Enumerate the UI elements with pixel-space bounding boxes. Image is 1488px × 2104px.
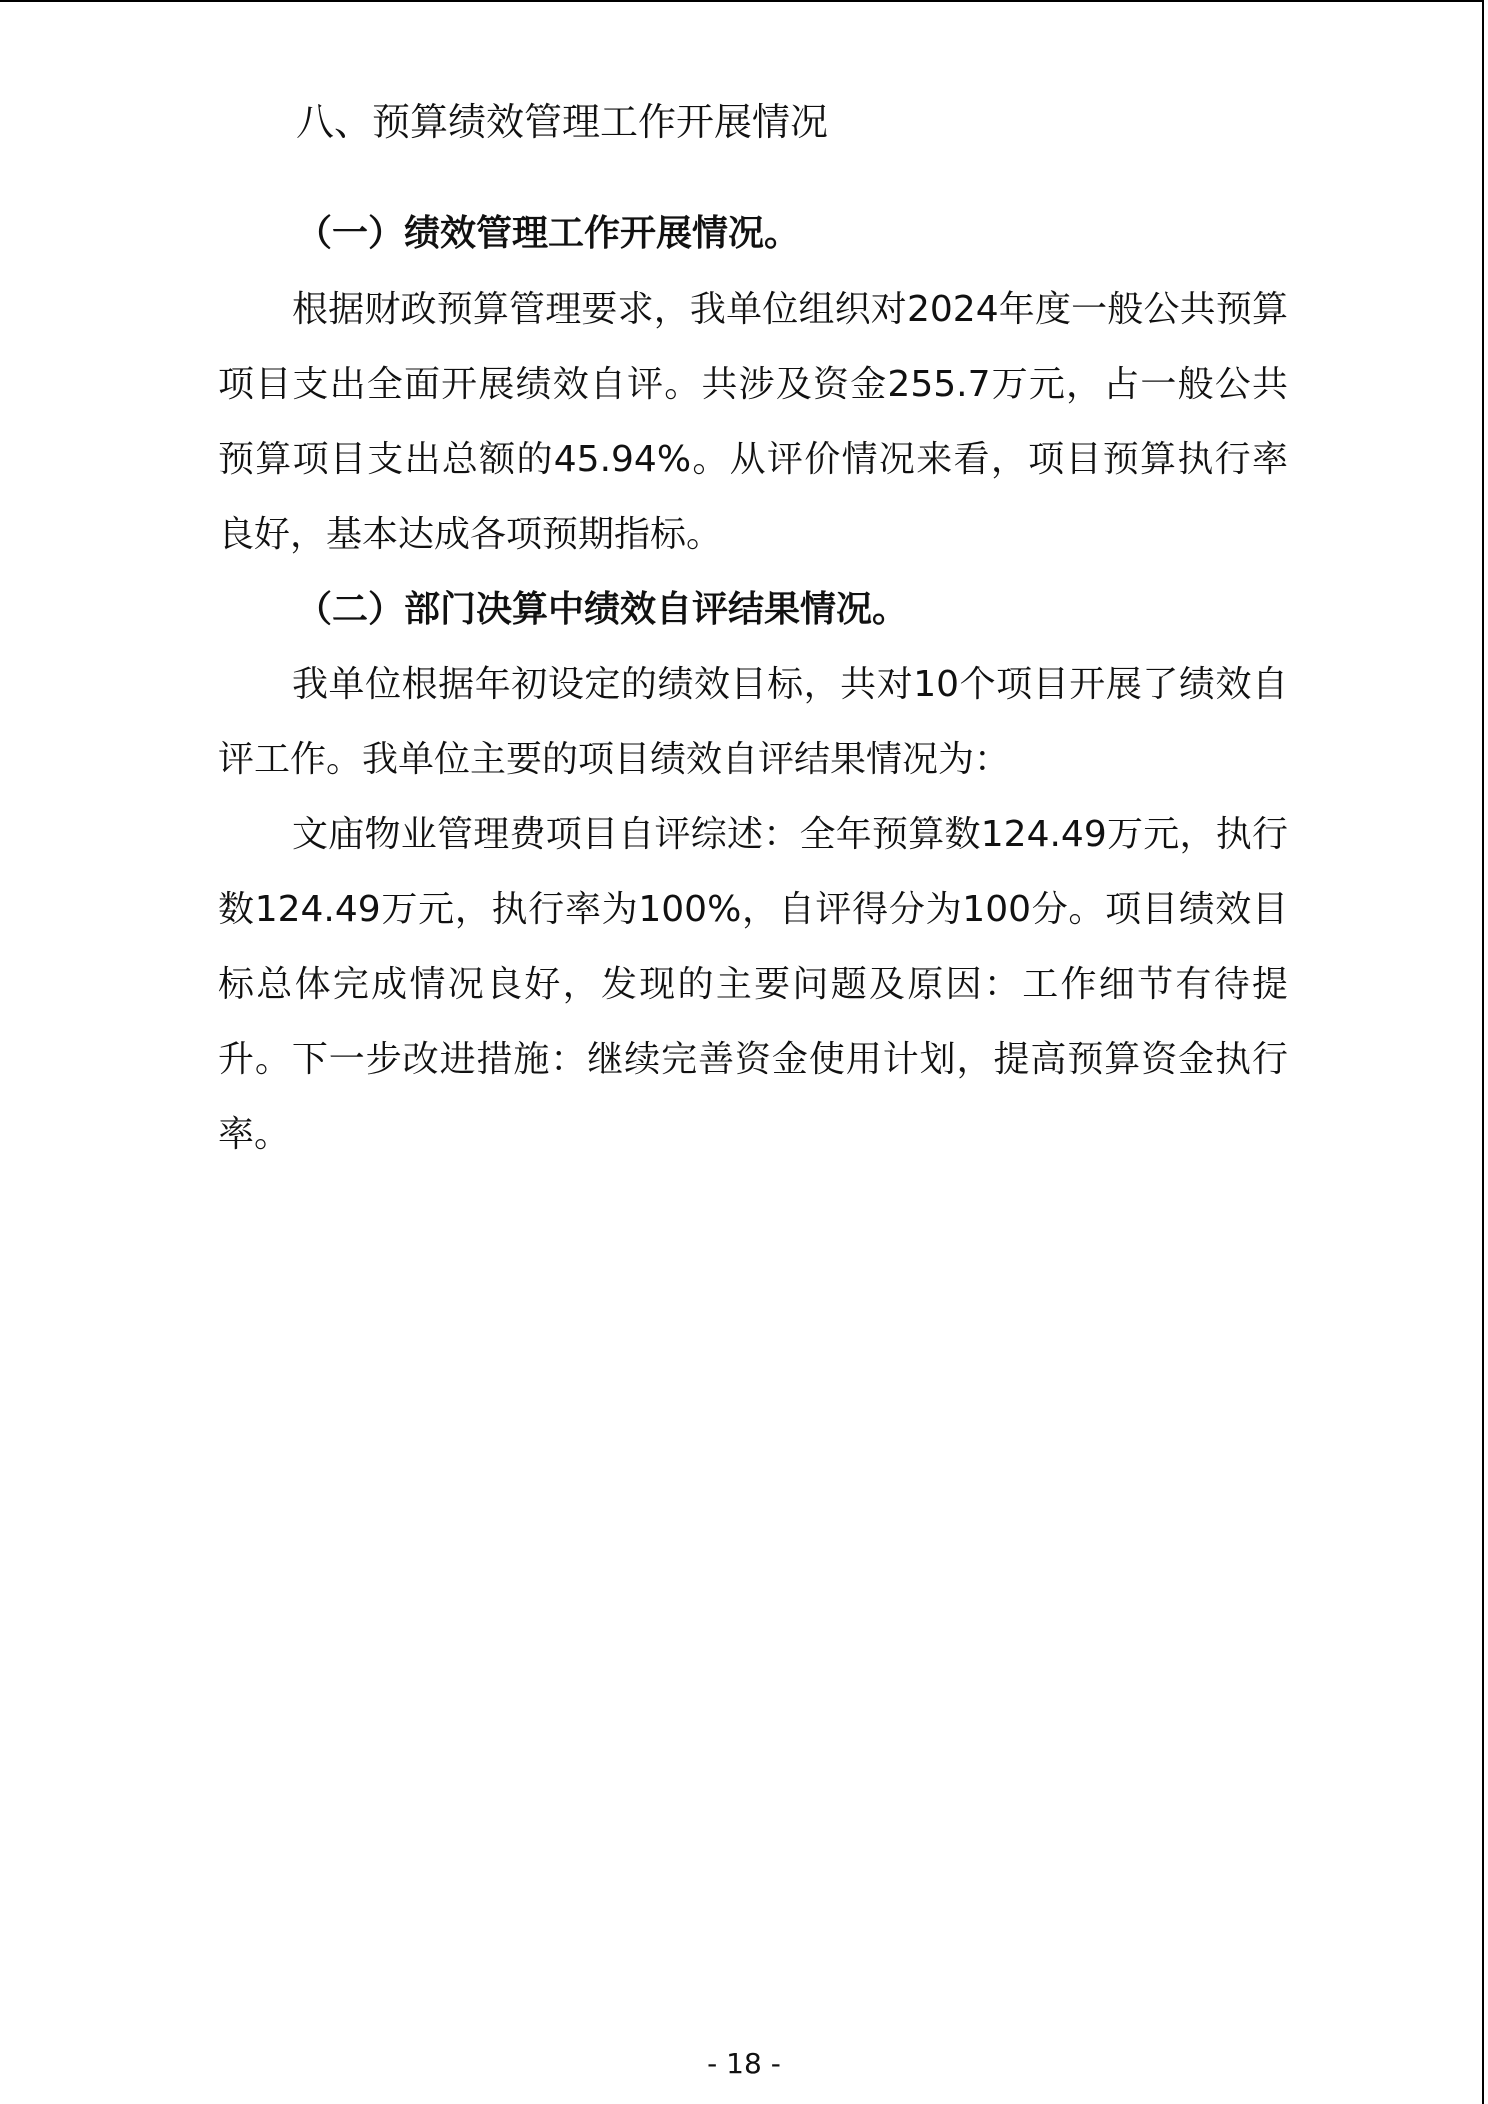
section-title: 八、预算绩效管理工作开展情况 [296,100,829,144]
subsection-heading-performance-management: （一）绩效管理工作开展情况。 [296,213,801,254]
page-number: - 18 - [707,2047,781,2080]
paragraph-performance-management: 根据财政预算管理要求，我单位组织对2024年度一般公共预算项目支出全面开展绩效自评。共涉及资金255.7万元，占一般公共预算项目支出总额的45.94%。从评价情况来看，项目预算执行率良好，基本达成各项预期指标。 [218,289,1288,555]
paragraph-project-summary: 文庙物业管理费项目自评综述：全年预算数124.49万元，执行数124.49万元，执行率为100%，自评得分为100分。项目绩效目标总体完成情况良好，发现的主要问题及原因：工作细节有待提升。下一步改进措施：继续完善资金使用计划，提高预算资金执行率。 [218,814,1288,1155]
paragraph-self-evaluation-intro: 我单位根据年初设定的绩效目标，共对10个项目开展了绩效自评工作。我单位主要的项目绩效自评结果情况为： [218,664,1288,780]
subsection-heading-self-evaluation-results: （二）部门决算中绩效自评结果情况。 [296,589,909,630]
